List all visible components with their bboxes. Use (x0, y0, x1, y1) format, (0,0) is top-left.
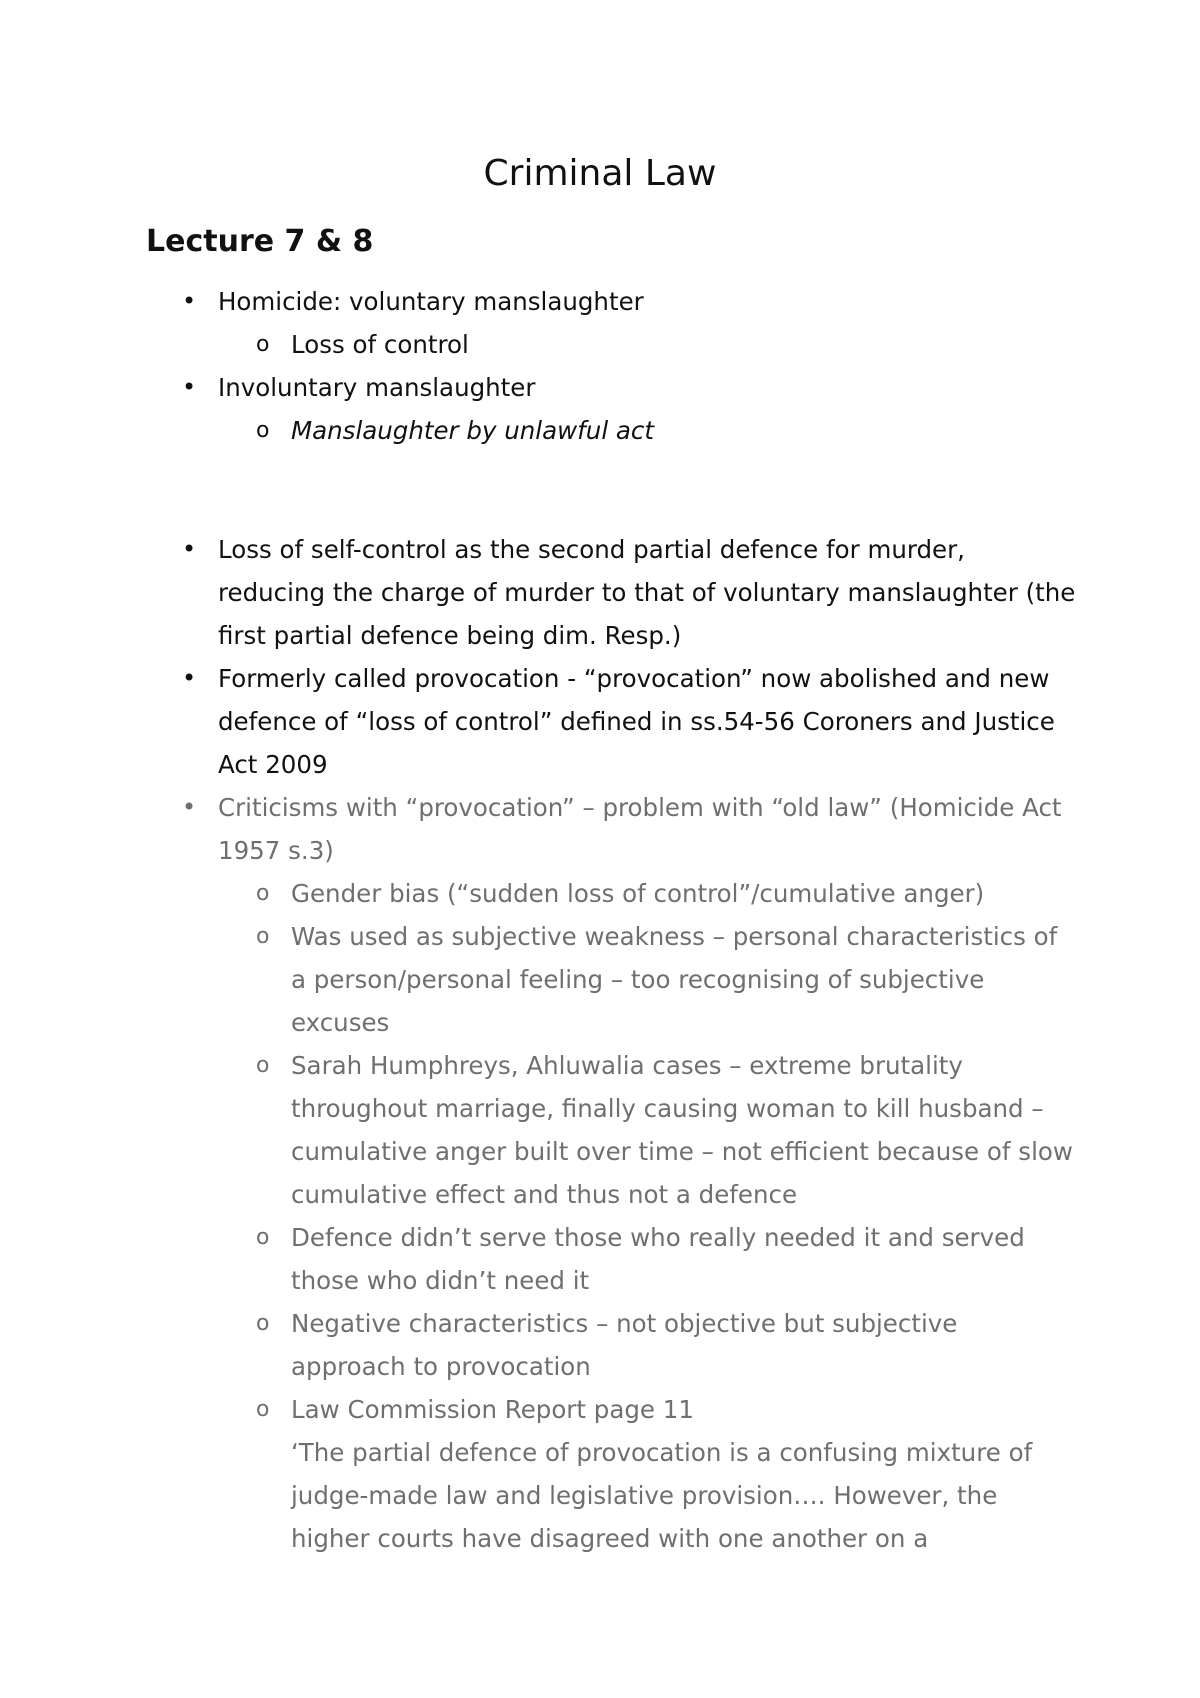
outline-subitem-text: Manslaughter by unlawful act (291, 416, 655, 445)
note-loss-of-self-control (0, 528, 1078, 657)
outline-subitem-text: Loss of control (291, 330, 469, 359)
page-title: Criminal Law (483, 153, 717, 194)
sub-bullet-marker: o (256, 1225, 270, 1250)
note-formerly-provocation (0, 657, 1078, 786)
note-text: Negative characteristics – not objective but subjective approach to provocation (291, 1309, 958, 1381)
sub-bullet-marker: o (256, 332, 270, 357)
outline-item-text: Involuntary manslaughter (218, 373, 536, 402)
outline-list (0, 280, 1078, 452)
note-text: Was used as subjective weakness – personal characteristics of a person/personal feeling – too recognising of subjective excuses (291, 922, 1058, 1037)
note-criticisms (0, 786, 1078, 872)
bullet-marker: • (182, 287, 197, 315)
sub-bullet-marker: o (256, 881, 270, 906)
note-text: Law Commission Report page 11 (291, 1395, 694, 1424)
notes-list (0, 528, 1078, 1560)
sub-bullet-marker: o (256, 1311, 270, 1336)
outline-item-voluntary-manslaughter (0, 280, 1078, 323)
note-subjective-weakness (0, 915, 1078, 1044)
outline-item-text: Homicide: voluntary manslaughter (218, 287, 644, 316)
note-text: Gender bias (“sudden loss of control”/cumulative anger) (291, 879, 985, 908)
note-defence-served (0, 1216, 1078, 1302)
lecture-heading: Lecture 7 & 8 (146, 224, 374, 259)
note-text: Sarah Humphreys, Ahluwalia cases – extreme brutality throughout marriage, finally causing woman to kill husband – cumulative anger built over time – not efficient because of slow cumulative effect and thus not a defence (291, 1051, 1073, 1209)
bullet-marker: • (182, 664, 197, 692)
note-text: Criticisms with “provocation” – problem with “old law” (Homicide Act 1957 s.3) (218, 793, 1062, 865)
note-law-commission (0, 1388, 1078, 1560)
sub-bullet-marker: o (256, 1053, 270, 1078)
outline-item-involuntary-manslaughter (0, 366, 1078, 409)
note-text: Loss of self-control as the second partial defence for murder, reducing the charge of murder to that of voluntary manslaughter (the first partial defence being dim. Resp.) (218, 535, 1076, 650)
bullet-marker: • (182, 373, 197, 401)
note-humphreys-ahluwalia (0, 1044, 1078, 1216)
sub-bullet-marker: o (256, 1397, 270, 1422)
law-commission-quote: ‘The partial defence of provocation is a confusing mixture of judge-made law and legislative provision…. However, the higher courts have disagreed with one another on a (291, 1438, 1033, 1553)
outline-subitem-loss-of-control (0, 323, 1078, 366)
note-text: Defence didn’t serve those who really needed it and served those who didn’t need it (291, 1223, 1025, 1295)
note-gender-bias (0, 872, 1078, 915)
note-text: Formerly called provocation - “provocation” now abolished and new defence of “loss of control” defined in ss.54-56 Coroners and Justice Act 2009 (218, 664, 1055, 779)
outline-subitem-unlawful-act (0, 409, 1078, 452)
bullet-marker: • (182, 535, 197, 563)
sub-bullet-marker: o (256, 418, 270, 443)
sub-bullet-marker: o (256, 924, 270, 949)
note-negative-characteristics (0, 1302, 1078, 1388)
bullet-marker: • (182, 793, 197, 821)
